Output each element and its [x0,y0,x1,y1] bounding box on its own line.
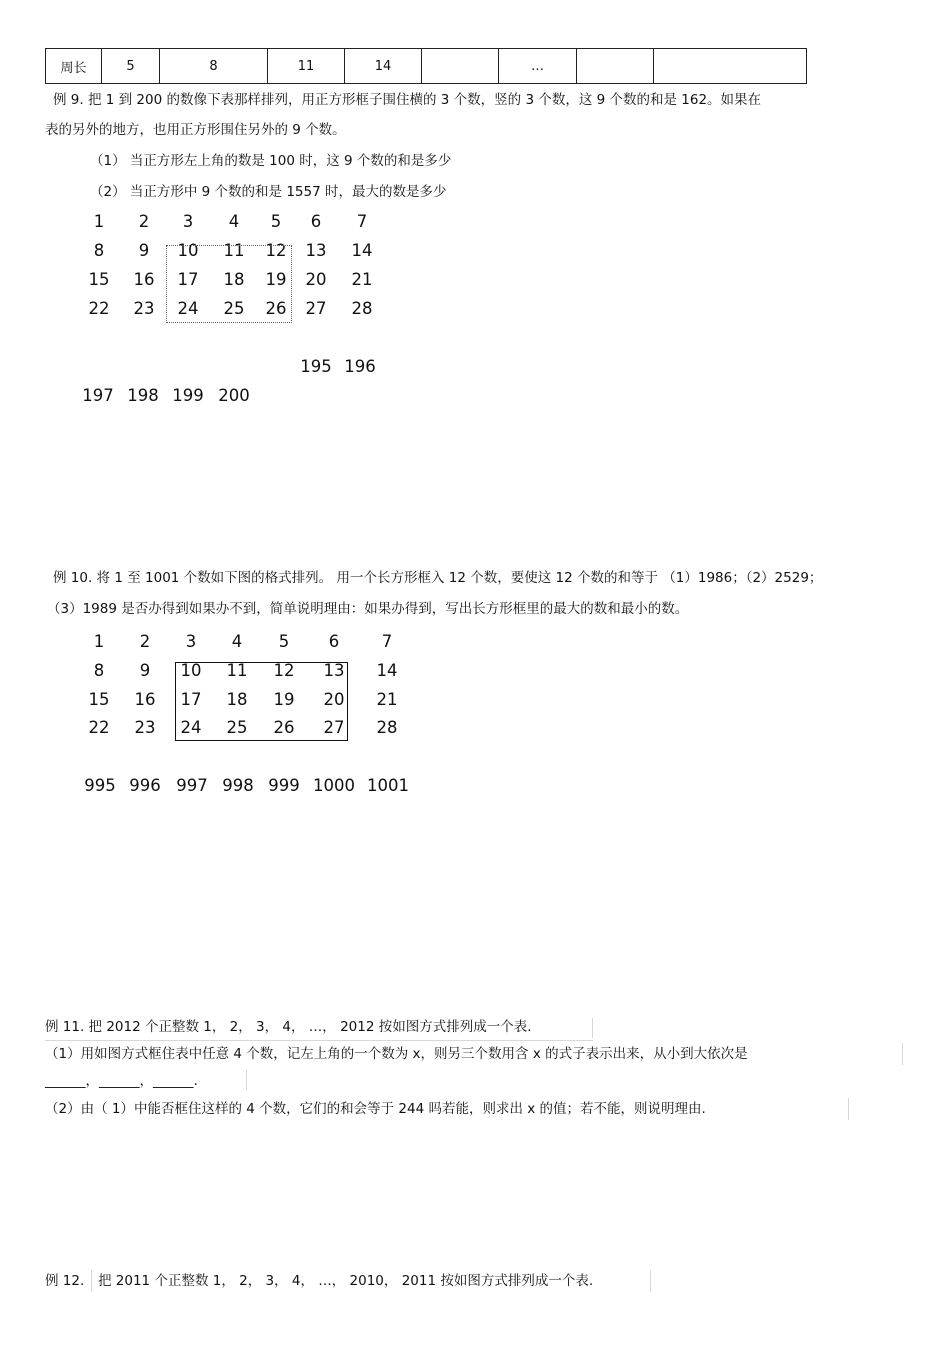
grid-number: 11 [226,661,248,680]
grid-number: 19 [265,270,287,289]
grid-number: 14 [376,661,398,680]
table-cell: 11 [268,49,345,84]
ex10-rectangle-frame [175,662,348,741]
grid-number: 12 [273,661,295,680]
table-cell [577,49,654,84]
grid-number: 200 [218,386,250,405]
ex9-line2: 表的另外的地方，也用正方形围住另外的 9 个数。 [45,122,346,138]
ex11-line4: （2）由（ 1）中能否框住这样的 4 个数，它们的和会等于 244 吗若能，则求出 x 的值；若不能，则说明理由. [45,1101,706,1117]
grid-number: 23 [133,299,155,318]
grid-number: 6 [328,632,340,651]
ex11-line1: 例 11. 把 2012 个正整数 1， 2， 3， 4， …， 2012 按如图方式排列成一个表. [45,1019,532,1035]
ex9-question-2: （2） 当正方形中 9 个数的和是 1557 时，最大的数是多少 [90,184,447,200]
grid-number: 1 [93,212,105,231]
table-cell-header: 周长 [46,49,102,84]
grid-number: 3 [185,632,197,651]
grid-number: 2 [139,632,151,651]
ex12-line1: 把 2011 个正整数 1， 2， 3， 4， …， 2010， 2011 按如图方式排列成一个表. [98,1273,594,1289]
ex9-line1: 例 9. 把 1 到 200 的数像下表那样排列，用正方形框子围住横的 3 个数，竖的 3 个数，这 9 个数的和是 162。如果在 [53,92,762,108]
grid-number: 10 [180,661,202,680]
ex10-line2: （3）1989 是否办得到如果办不到，简单说明理由：如果办得到，写出长方形框里的最大的数和最小的数。 [47,601,689,617]
grid-number: 22 [88,299,110,318]
grid-number: 20 [305,270,327,289]
table-cell [422,49,499,84]
grid-number: 25 [226,718,248,737]
grid-number: 7 [356,212,368,231]
grid-number: 2 [138,212,150,231]
grid-number: 4 [231,632,243,651]
table-cell: … [499,49,577,84]
grid-number: 24 [177,299,199,318]
table-cell: 8 [160,49,268,84]
grid-number: 21 [351,270,373,289]
ex11-blanks: ______，______，______. [45,1073,198,1089]
grid-number: 8 [93,661,105,680]
ex9-square-frame [166,245,292,323]
grid-number: 27 [323,718,345,737]
grid-number: 7 [381,632,393,651]
grid-number: 8 [93,241,105,260]
grid-number: 995 [84,776,116,795]
grid-number: 11 [223,241,245,260]
grid-number: 3 [182,212,194,231]
grid-number: 24 [180,718,202,737]
grid-number: 13 [305,241,327,260]
grid-number: 16 [134,690,156,709]
grid-number: 198 [127,386,159,405]
separator-line [848,1098,849,1120]
ex12-label: 例 12. [45,1273,85,1289]
grid-number: 1 [93,632,105,651]
grid-number: 196 [344,357,376,376]
grid-number: 12 [265,241,287,260]
grid-number: 16 [133,270,155,289]
table-cell [654,49,807,84]
grid-number: 15 [88,270,110,289]
grid-number: 1001 [367,776,409,795]
grid-number: 199 [172,386,204,405]
grid-number: 23 [134,718,156,737]
grid-number: 26 [273,718,295,737]
grid-number: 14 [351,241,373,260]
table-cell: 5 [102,49,160,84]
grid-number: 19 [273,690,295,709]
separator-line [91,1270,92,1292]
grid-number: 21 [376,690,398,709]
grid-number: 26 [265,299,287,318]
grid-number: 5 [270,212,282,231]
grid-number: 9 [138,241,150,260]
grid-number: 9 [139,661,151,680]
grid-number: 999 [268,776,300,795]
grid-number: 197 [82,386,114,405]
ex11-line2: （1）用如图方式框住表中任意 4 个数，记左上角的一个数为 x，则另三个数用含 x 的式子表示出来，从小到大依次是 [45,1046,748,1062]
grid-number: 998 [222,776,254,795]
separator-line [650,1270,651,1292]
grid-number: 1000 [313,776,355,795]
grid-number: 13 [323,661,345,680]
grid-number: 25 [223,299,245,318]
table-cell: 14 [345,49,422,84]
grid-number: 997 [176,776,208,795]
grid-number: 18 [226,690,248,709]
grid-number: 20 [323,690,345,709]
ex10-line1: 例 10. 将 1 至 1001 个数如下图的格式排列。 用一个长方形框入 12 个数，要使这 12 个数的和等于 （1）1986；（2）2529； [53,570,823,586]
separator-line [246,1070,247,1090]
grid-number: 5 [278,632,290,651]
separator-line [45,1040,593,1041]
ex9-question-1: （1） 当正方形左上角的数是 100 时，这 9 个数的和是多少 [90,153,452,169]
grid-number: 28 [376,718,398,737]
grid-number: 22 [88,718,110,737]
grid-number: 6 [310,212,322,231]
grid-number: 4 [228,212,240,231]
separator-line [902,1043,903,1065]
grid-number: 15 [88,690,110,709]
grid-number: 996 [129,776,161,795]
grid-number: 17 [177,270,199,289]
grid-number: 18 [223,270,245,289]
grid-number: 195 [300,357,332,376]
grid-number: 28 [351,299,373,318]
perimeter-table [45,48,807,84]
separator-line [592,1018,593,1038]
grid-number: 17 [180,690,202,709]
grid-number: 27 [305,299,327,318]
grid-number: 10 [177,241,199,260]
